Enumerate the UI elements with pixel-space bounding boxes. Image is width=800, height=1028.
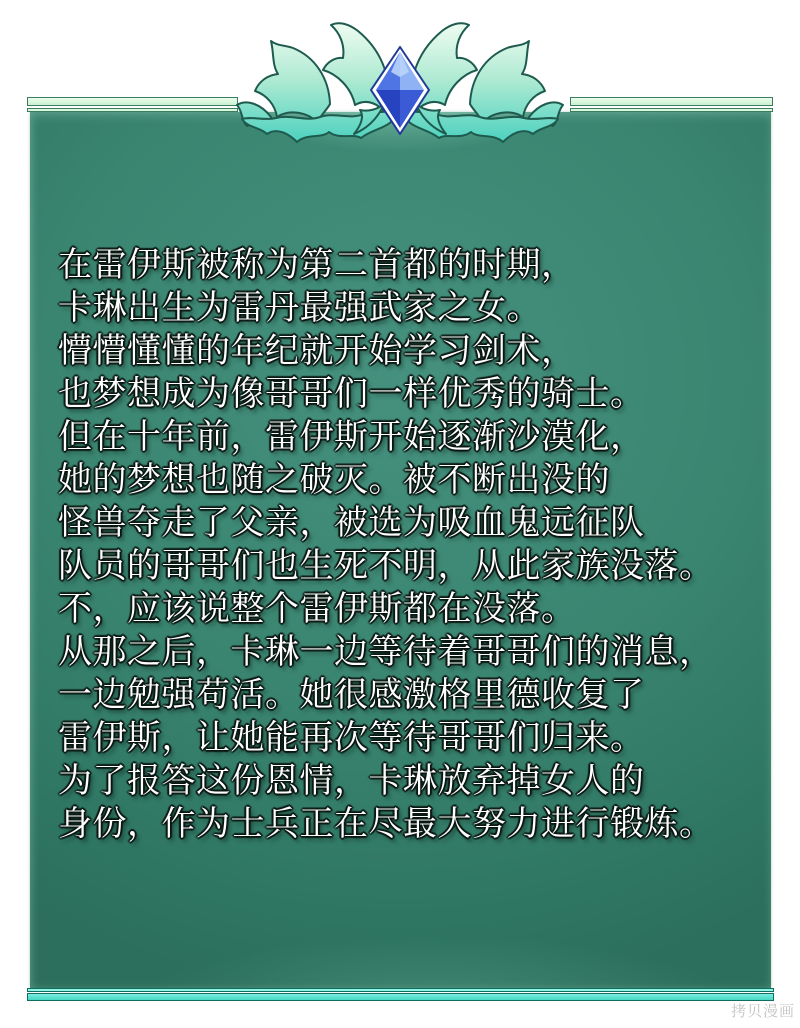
top-rail-left bbox=[27, 97, 238, 112]
top-rail-left-thin-bar bbox=[27, 108, 238, 112]
story-text-line: 身份，作为士兵正在尽最大努力进行锻炼。 bbox=[58, 806, 714, 843]
wing-right-icon bbox=[406, 23, 563, 142]
story-text-line: 为了报答这份恩情，卡琳放弃掉女人的 bbox=[58, 763, 645, 800]
story-panel bbox=[30, 112, 771, 988]
story-text-line: 她的梦想也随之破灭。被不断出没的 bbox=[58, 462, 610, 499]
top-rail-right-thin-bar bbox=[570, 108, 773, 112]
story-text-line: 怪兽夺走了父亲，被选为吸血鬼远征队 bbox=[58, 505, 645, 542]
watermark: 拷贝漫画 bbox=[731, 1004, 796, 1020]
story-text-line: 懵懵懂懂的年纪就开始学习剑术， bbox=[58, 333, 576, 370]
story-text-line: 不，应该说整个雷伊斯都在没落。 bbox=[58, 591, 576, 628]
story-text-line: 也梦想成为像哥哥们一样优秀的骑士。 bbox=[58, 376, 645, 413]
header-ornament bbox=[230, 14, 570, 144]
bottom-rail-thin-bar bbox=[27, 988, 774, 992]
story-text-line: 雷伊斯，让她能再次等待哥哥们归来。 bbox=[58, 720, 645, 757]
wing-left-icon bbox=[237, 23, 394, 142]
top-rail-right bbox=[570, 97, 773, 112]
bottom-rail bbox=[27, 988, 774, 1001]
top-rail-left-thick-bar bbox=[27, 97, 238, 106]
story-text-line: 队员的哥哥们也生死不明，从此家族没落。 bbox=[58, 548, 714, 585]
top-rail-right-thick-bar bbox=[570, 97, 773, 106]
story-text-line: 在雷伊斯被称为第二首都的时期， bbox=[58, 247, 576, 284]
story-text-line: 从那之后，卡琳一边等待着哥哥们的消息， bbox=[58, 634, 714, 671]
story-text bbox=[58, 244, 765, 846]
story-text-line: 一边勉强苟活。她很感激格里德收复了 bbox=[58, 677, 645, 714]
story-text-line: 但在十年前，雷伊斯开始逐渐沙漠化， bbox=[58, 419, 645, 456]
story-text-line: 卡琳出生为雷丹最强武家之女。 bbox=[58, 290, 541, 327]
bottom-rail-thick-bar bbox=[27, 993, 774, 1001]
